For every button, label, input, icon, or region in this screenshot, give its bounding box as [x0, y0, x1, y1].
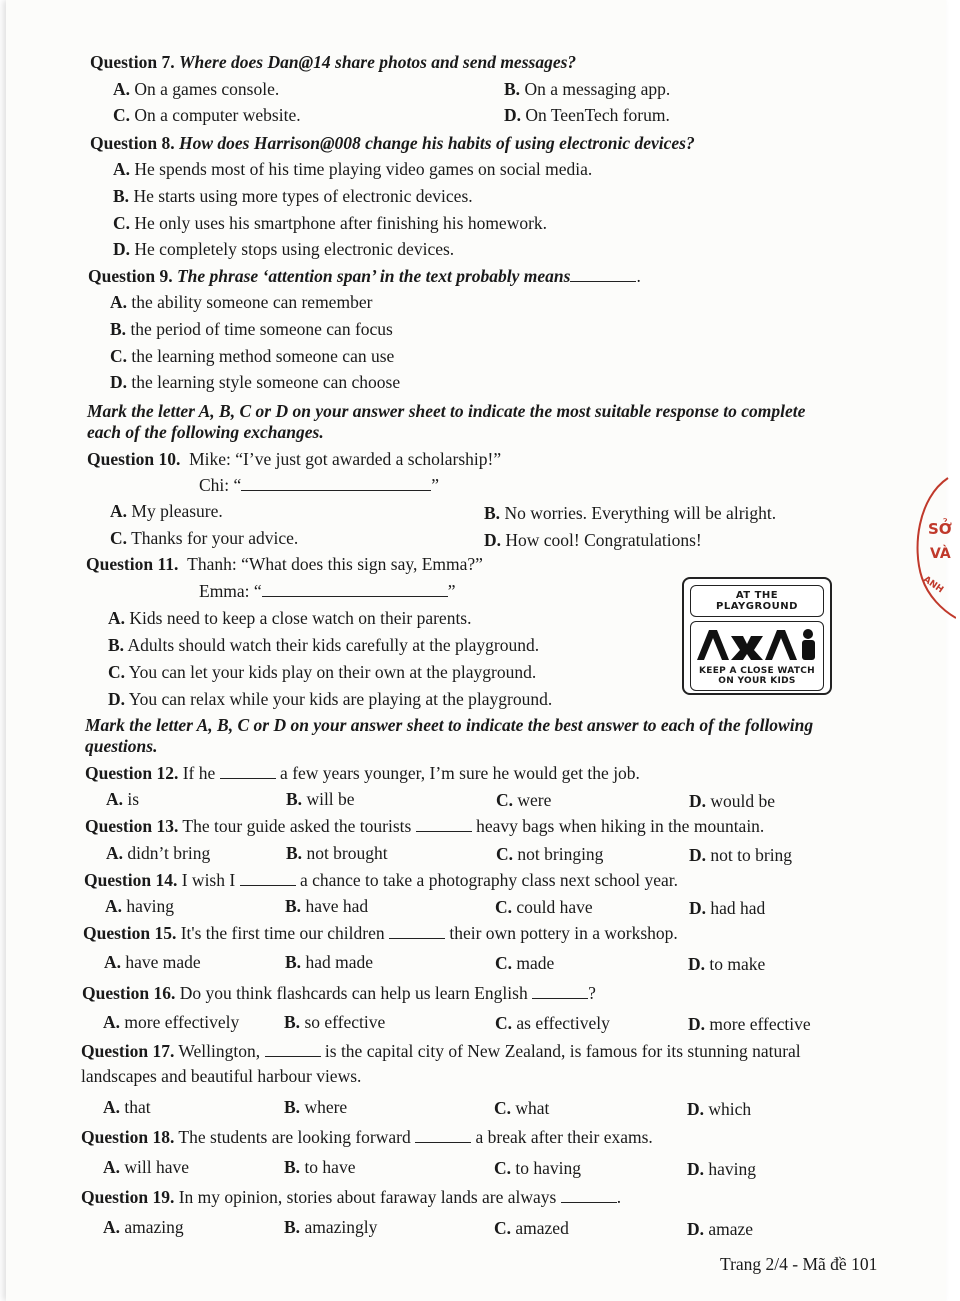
question-16: Question 16. Do you think flashcards can help us learn English ? — [82, 983, 596, 1003]
q8-option-b: B. He starts using more types of electronic devices. — [113, 186, 473, 206]
question-13: Question 13. The tour guide asked the tourists heavy bags when hiking in the mountain. — [85, 816, 765, 836]
q7-option-d: D. On TeenTech forum. — [504, 105, 670, 125]
q12-option-d: D. would be — [689, 791, 776, 811]
q10-option-a: A. My pleasure. — [110, 501, 223, 521]
question-17-cont: landscapes and beautiful harbour views. — [81, 1066, 362, 1086]
question-7 — [90, 51, 576, 73]
q18-option-b: B. to have — [284, 1157, 356, 1177]
q7-option-c: C. On a computer website. — [113, 105, 301, 125]
q15-option-a: A. have made — [104, 952, 201, 972]
q18-option-d: D. having — [687, 1159, 757, 1179]
q14-option-a: A. having — [105, 896, 175, 916]
q11-response: Emma: “ ” — [199, 581, 456, 601]
question-10: Question 10. Mike: “I’ve just got awarded a scholarship!” — [87, 449, 502, 469]
sign-pictogram — [690, 621, 824, 691]
stamp-text: SỞ — [928, 520, 952, 538]
question-text: Where does Dan@14 share photos and send messages? — [178, 52, 577, 72]
q18-option-c: C. to having — [494, 1158, 582, 1178]
q18-option-a: A. will have — [103, 1157, 190, 1177]
q7-option-b: B. On a messaging app. — [504, 79, 671, 99]
instructions-best-answer: Mark the letter A, B, C or D on your answer sheet to indicate the best answer to each of the following — [85, 715, 814, 735]
exam-page — [6, 0, 946, 1301]
question-19: Question 19. In my opinion, stories about faraway lands are always . — [81, 1187, 622, 1207]
q17-option-c: C. what — [494, 1098, 550, 1118]
q17-option-a: A. that — [103, 1097, 151, 1117]
sign-caption: KEEP A CLOSE WATCH ON YOUR KIDS — [699, 666, 815, 686]
adult-child-figures-icon — [691, 624, 827, 664]
q16-option-c: C. as effectively — [495, 1013, 610, 1033]
q15-option-c: C. made — [495, 953, 555, 973]
question-12: Question 12. If he a few years younger, I’m sure he would get the job. — [85, 763, 640, 783]
q9-option-a: A. the ability someone can remember — [110, 292, 373, 312]
q17-option-d: D. which — [687, 1099, 752, 1119]
sign-title: AT THE PLAYGROUND — [690, 585, 824, 617]
q13-option-b: B. not brought — [286, 843, 388, 863]
q19-option-a: A. amazing — [103, 1217, 184, 1237]
q13-option-a: A. didn’t bring — [106, 843, 211, 863]
q9-option-b: B. the period of time someone can focus — [110, 319, 393, 339]
stamp-text: VÀ — [930, 546, 951, 562]
instructions-exchanges: Mark the letter A, B, C or D on your answer sheet to indicate the most suitable response to complete — [87, 401, 806, 421]
q8-option-d: D. He completely stops using electronic devices. — [113, 239, 455, 259]
q15-option-d: D. to make — [688, 954, 766, 974]
page-footer: Trang 2/4 - Mã đề 101 — [720, 1254, 878, 1274]
q13-option-c: C. not bringing — [496, 844, 604, 864]
q9-option-c: C. the learning method someone can use — [110, 346, 395, 366]
answer-blank — [570, 267, 636, 282]
q12-option-a: A. is — [106, 789, 140, 809]
q16-option-a: A. more effectively — [103, 1012, 240, 1032]
q16-option-b: B. so effective — [284, 1012, 386, 1032]
question-15: Question 15. It's the first time our children their own pottery in a workshop. — [83, 923, 678, 943]
q13-option-d: D. not to bring — [689, 845, 793, 865]
question-14: Question 14. I wish I a chance to take a photography class next school year. — [84, 870, 679, 890]
instructions-exchanges-cont: each of the following exchanges. — [87, 422, 324, 442]
stamp-text: ANH — [921, 574, 945, 596]
q19-option-c: C. amazed — [494, 1218, 569, 1238]
question-9: Question 9. The phrase ‘attention span’ in the text probably means . — [88, 266, 641, 286]
q7-option-a: A. On a games console. — [113, 79, 280, 99]
q10-option-b: B. No worries. Everything will be alright. — [484, 503, 777, 523]
question-11: Question 11. Thanh: “What does this sign say, Emma?” — [86, 554, 483, 574]
q11-option-c: C. You can let your kids play on their own at the playground. — [108, 662, 537, 682]
q8-option-a: A. He spends most of his time playing video games on social media. — [113, 159, 593, 179]
q10-option-c: C. Thanks for your advice. — [110, 528, 299, 548]
q14-option-b: B. have had — [285, 896, 369, 916]
q14-option-d: D. had had — [689, 898, 766, 918]
q16-option-d: D. more effective — [688, 1014, 811, 1034]
q10-response: Chi: “ ” — [199, 475, 440, 495]
q14-option-c: C. could have — [495, 897, 593, 917]
q15-option-b: B. had made — [285, 952, 373, 972]
q19-option-b: B. amazingly — [284, 1217, 378, 1237]
question-18: Question 18. The students are looking forward a break after their exams. — [81, 1127, 653, 1147]
q19-option-d: D. amaze — [687, 1219, 754, 1239]
q12-option-b: B. will be — [286, 789, 355, 809]
official-stamp — [908, 468, 956, 628]
instructions-best-answer-cont: questions. — [85, 736, 158, 756]
playground-sign — [682, 577, 832, 695]
q17-option-b: B. where — [284, 1097, 348, 1117]
q8-option-c: C. He only uses his smartphone after finishing his homework. — [113, 213, 548, 233]
q11-option-d: D. You can relax while your kids are playing at the playground. — [108, 689, 553, 709]
q11-option-b: B. Adults should watch their kids carefully at the playground. — [108, 635, 540, 655]
q12-option-c: C. were — [496, 790, 552, 810]
q10-option-d: D. How cool! Congratulations! — [484, 530, 702, 550]
q9-option-d: D. the learning style someone can choose — [110, 372, 401, 392]
question-label: Question 7. — [90, 52, 175, 72]
question-8: Question 8. How does Harrison@008 change his habits of using electronic devices? — [90, 133, 695, 153]
question-17: Question 17. Wellington, is the capital city of New Zealand, is famous for its stunning natural — [81, 1041, 801, 1061]
q11-option-a: A. Kids need to keep a close watch on their parents. — [108, 608, 472, 628]
